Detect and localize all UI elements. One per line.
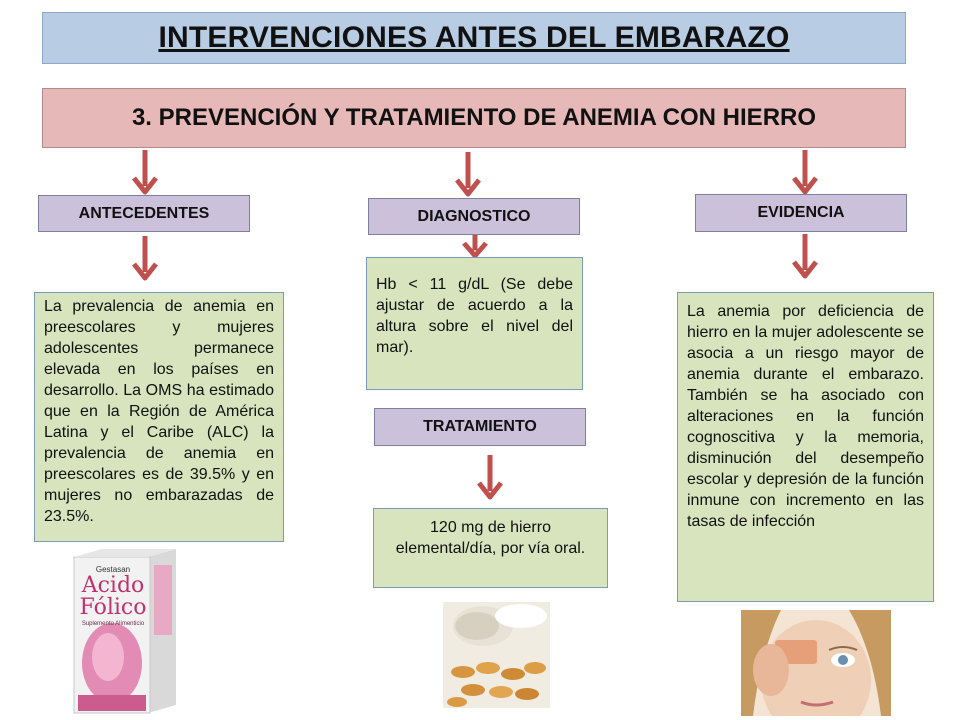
product-name-line1: Acido xyxy=(81,573,145,598)
arrow-to-evidencia xyxy=(794,150,816,192)
arrow-to-tratamiento-text xyxy=(479,455,501,497)
evidencia-text-box xyxy=(677,292,934,602)
arrow-to-antecedentes-text xyxy=(134,236,156,278)
antecedentes-label: ANTECEDENTES xyxy=(78,204,210,222)
tratamiento-text-box xyxy=(373,508,608,588)
tratamiento-label: TRATAMIENTO xyxy=(423,418,537,435)
tratamiento-label-box xyxy=(374,408,586,446)
tratamiento-text: 120 mg de hierro elemental/día, por vía oral. xyxy=(395,519,586,557)
arrow-to-evidencia-text xyxy=(794,234,816,276)
page-subtitle: 3. PREVENCIÓN Y TRATAMIENTO DE ANEMIA CON HIERRO xyxy=(131,104,817,131)
iron-tablets-image xyxy=(443,602,550,708)
antecedentes-label-box xyxy=(38,195,250,232)
diagnostico-label-box xyxy=(368,198,580,235)
woman-holding-tablet-image xyxy=(741,610,891,716)
antecedentes-text: La prevalencia de anemia en preescolares y mujeres adolescentes permanece elevada en los países en desarrollo. La OMS ha estimado que en la Región de América Latina y el Caribe (ALC) la prevalencia de anemia en preescolares es de 39.5% y en mujeres no embarazadas de 23.5%. xyxy=(44,298,274,525)
evidencia-text: La anemia por deficiencia de hierro en la mujer adolescente se asocia a un riesgo mayor de anemia durante el embarazo. También se ha asociado con alteraciones en la función cognoscitiva y la memoria, disminución del desempeño escolar y depresión de la función inmune con incremento en las tasas de infección xyxy=(687,303,924,530)
antecedentes-text-box xyxy=(34,292,284,542)
evidencia-label: EVIDENCIA xyxy=(757,204,845,221)
page-title: INTERVENCIONES ANTES DEL EMBARAZO xyxy=(158,21,790,54)
product-brand: Gestasan xyxy=(95,565,131,574)
evidencia-label-box xyxy=(695,194,907,232)
diagnostico-label: DIAGNOSTICO xyxy=(417,207,531,225)
arrow-to-antecedentes xyxy=(134,150,156,192)
diagnostico-text: Hb < 11 g/dL (Se debe ajustar de acuerdo a la altura sobre el nivel del mar). xyxy=(376,276,573,356)
diagnostico-text-box xyxy=(366,257,583,390)
product-tagline: Suplemento Alimenticio xyxy=(81,621,145,627)
product-name-line2: Fólico xyxy=(79,595,147,620)
folic-acid-bottle-image xyxy=(68,545,180,715)
arrow-to-diagnostico xyxy=(457,152,479,194)
